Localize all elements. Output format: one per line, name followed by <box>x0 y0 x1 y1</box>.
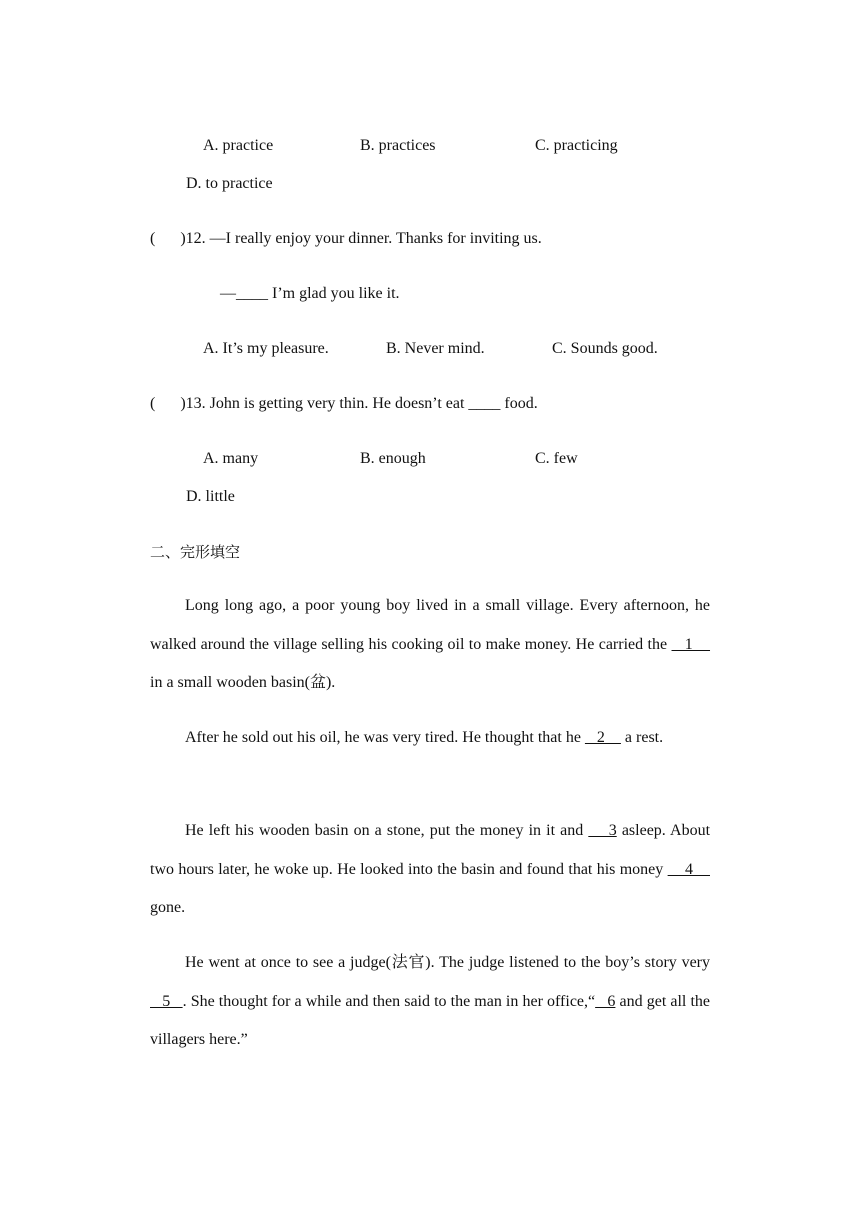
answer-paren-open: ( <box>150 395 156 412</box>
cloze-blank-5: 5 <box>150 992 183 1010</box>
q13-question <box>150 394 538 414</box>
q13-option-c: C. few <box>535 450 578 467</box>
passage-text: in a small wooden basin(盆). <box>150 674 336 691</box>
passage-paragraph-4 <box>150 944 710 1060</box>
answer-paren-close: ) <box>180 230 186 247</box>
passage-text: After he sold out his oil, he was very tired. He thought that he <box>185 729 585 746</box>
cloze-blank-4: 4 <box>667 860 710 878</box>
q11-option-c: C. practicing <box>535 137 618 154</box>
q13-text: 13. John is getting very thin. He doesn’t eat ____ food. <box>185 395 538 412</box>
passage-paragraph-1 <box>150 587 710 703</box>
q13-option-b: B. enough <box>360 450 426 467</box>
q12-text: 12. —I really enjoy your dinner. Thanks for inviting us. <box>185 230 542 247</box>
passage-paragraph-3 <box>150 812 710 928</box>
q12-question <box>150 229 542 249</box>
passage-text: . She thought for a while and then said to the man in her office,“ <box>182 992 596 1010</box>
q12-option-c: C. Sounds good. <box>552 340 658 357</box>
cloze-blank-1: 1 <box>671 635 711 653</box>
section-heading: 二、完形填空 <box>150 543 241 561</box>
passage-paragraph-2 <box>150 719 710 758</box>
answer-paren-close: ) <box>180 395 186 412</box>
passage-text: Long long ago, a poor young boy lived in a small village. Every afternoon, he walked around the village selling his cooking oil to make money. He carried the <box>150 597 710 653</box>
q11-option-b: B. practices <box>360 137 436 154</box>
passage-text: asleep. About two hours later, he woke up. He looked into the basin and found that his money <box>150 822 711 878</box>
q12-option-b: B. Never mind. <box>386 340 485 357</box>
q13-option-a: A. many <box>203 450 259 467</box>
q12-option-a: A. It’s my pleasure. <box>203 340 329 357</box>
cloze-blank-2: 2 <box>584 729 621 746</box>
q11-option-a: A. practice <box>203 137 274 154</box>
cloze-blank-6: 6 <box>595 992 616 1010</box>
q13-option-d: D. little <box>186 488 235 505</box>
q12-reply: —____ I’m glad you like it. <box>220 285 400 302</box>
q11-option-d: D. to practice <box>186 175 273 192</box>
passage-text: gone. <box>150 899 186 916</box>
passage-text: a rest. <box>620 729 664 746</box>
passage-text: He went at once to see a judge(法官). The judge listened to the boy’s story very <box>185 954 710 971</box>
cloze-blank-3: 3 <box>588 822 617 839</box>
answer-paren-open: ( <box>150 230 156 247</box>
passage-text: He left his wooden basin on a stone, put the money in it and <box>185 822 589 839</box>
passage-text: and get all the villagers here.” <box>150 992 711 1048</box>
